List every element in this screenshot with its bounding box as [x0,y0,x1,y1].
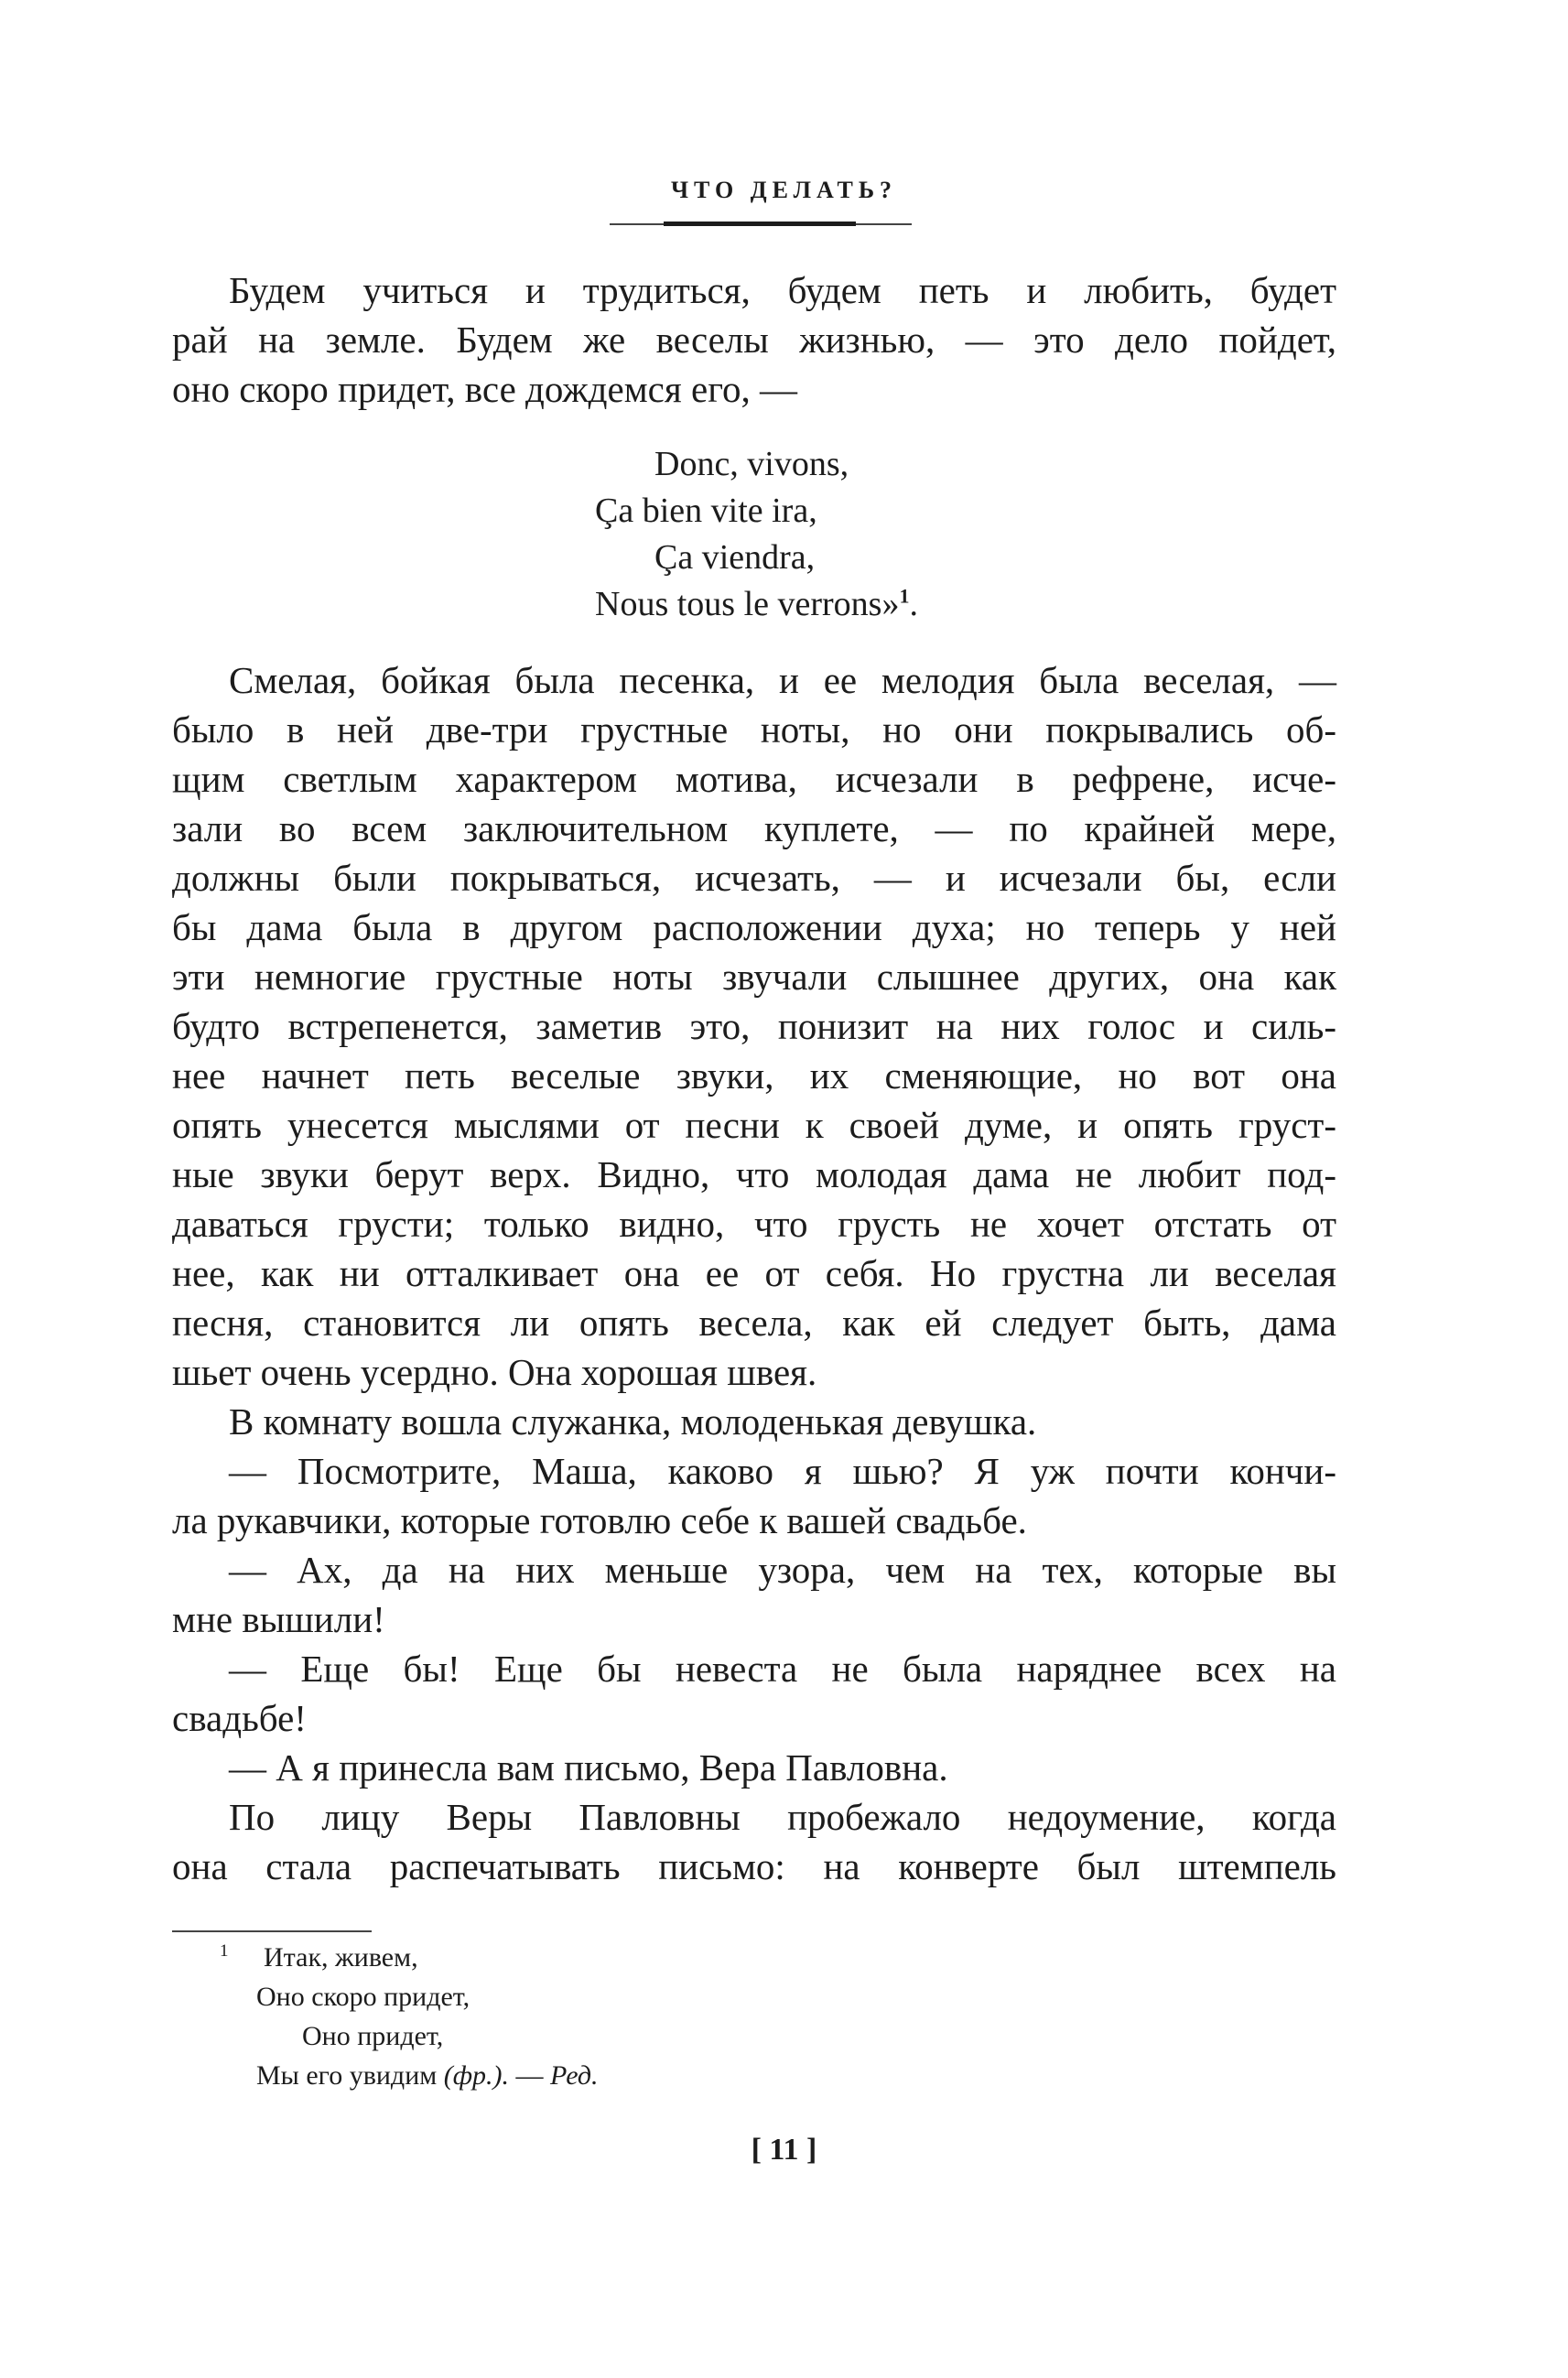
french-verse [595,441,918,628]
verse-line-last [595,581,918,628]
text-line: ла рукавчики, которые готовлю себе к вашей свадьбе. [172,1499,1027,1541]
text-line: — А я принесла вам письмо, Вера Павловна. [229,1746,948,1789]
footnote-text: Мы его увидим [256,2060,444,2091]
paragraph-1 [172,265,1336,414]
text-line: эти немногие грустные ноты звучали слышнее других, она как [172,956,1336,998]
footnote-number: 1 [220,1941,229,1961]
text-line: песня, становится ли опять весела, как ей следует быть, дама [172,1302,1336,1344]
text-line: даваться грусти; только видно, что грусть не хочет отстать от [172,1203,1336,1245]
paragraph-8 [172,1792,1336,1891]
text-line: нее начнет петь веселые звуки, их сменяющие, но вот она [172,1054,1336,1097]
header-rule-accent [664,222,856,226]
text-line: — Еще бы! Еще бы невеста не была наряднее всех на [229,1648,1336,1690]
text-line: щим светлым характером мотива, исчезали в рефрене, исче- [172,758,1336,800]
footnote-dash: — [509,2060,551,2091]
footnote-editor: Ред. [550,2060,599,2091]
text-line: она стала распечатывать письмо: на конверте был штемпель [172,1845,1336,1887]
paragraph-6 [172,1644,1336,1743]
text-line: мне вышили! [172,1598,385,1640]
running-head: ЧТО ДЕЛАТЬ? [670,177,898,203]
paragraph-7 [172,1743,1336,1792]
text-line: опять унесется мыслями от песни к своей думе, и опять груст- [172,1104,1336,1146]
footnote-line: Итак, живем, [264,1942,418,1973]
text-line: должны были покрываться, исчезать, — и исчезали бы, если [172,857,1336,899]
paragraph-3 [172,1397,1336,1446]
verse-period: . [909,585,918,623]
text-line: По лицу Веры Павловны пробежало недоумение, когда [229,1796,1336,1838]
verse-line: Ça viendra, [654,538,816,577]
page-number: [ 11 ] [751,2133,817,2167]
text-line: Смелая, бойкая была песенка, и ее мелодия была веселая, — [229,659,1336,701]
verse-line: Ça bien vite ira, [595,492,817,530]
verse-line: Donc, vivons, [654,445,849,483]
text-line: будто встрепенется, заметив это, понизит на них голос и силь- [172,1005,1336,1047]
text-line: Будем учиться и трудиться, будем петь и любить, будет [229,269,1336,311]
text-line: рай на земле. Будем же веселы жизнью, — это дело пойдет, [172,319,1336,361]
verse-text: Nous tous le verrons» [595,585,900,623]
text-line: зали во всем заключительном куплете, — по крайней мере, [172,807,1336,849]
footnote-rule [172,1930,372,1932]
footnote-lang: (фр.). [443,2060,510,2091]
text-line: — Ах, да на них меньше узора, чем на тех, которые вы [229,1549,1336,1591]
paragraph-5 [172,1545,1336,1644]
text-line: было в ней две-три грустные ноты, но они покрывались об- [172,708,1336,751]
text-line: — Посмотрите, Маша, каково я шью? Я уж почти кончи- [229,1450,1336,1492]
paragraph-2 [172,655,1336,1397]
text-line: свадьбе! [172,1697,307,1739]
footnote-line: Оно скоро придет, [256,1982,470,2012]
text-line: бы дама была в другом расположении духа; но теперь у ней [172,906,1336,948]
text-line: В комнату вошла служанка, молоденькая девушка. [229,1400,1037,1443]
footnote-line: Оно придет, [302,2021,444,2051]
footnote-ref: 1 [899,584,910,608]
footnote [220,1938,599,2095]
paragraph-4 [172,1446,1336,1545]
text-line: оно скоро придет, все дождемся его, — [172,368,797,410]
footnote-line-last [220,2056,599,2095]
text-line: шьет очень усердно. Она хорошая швея. [172,1351,817,1393]
text-line: ные звуки берут верх. Видно, что молодая дама не любит под- [172,1153,1336,1195]
text-line: нее, как ни отталкивает она ее от себя. Но грустна ли веселая [172,1252,1336,1294]
